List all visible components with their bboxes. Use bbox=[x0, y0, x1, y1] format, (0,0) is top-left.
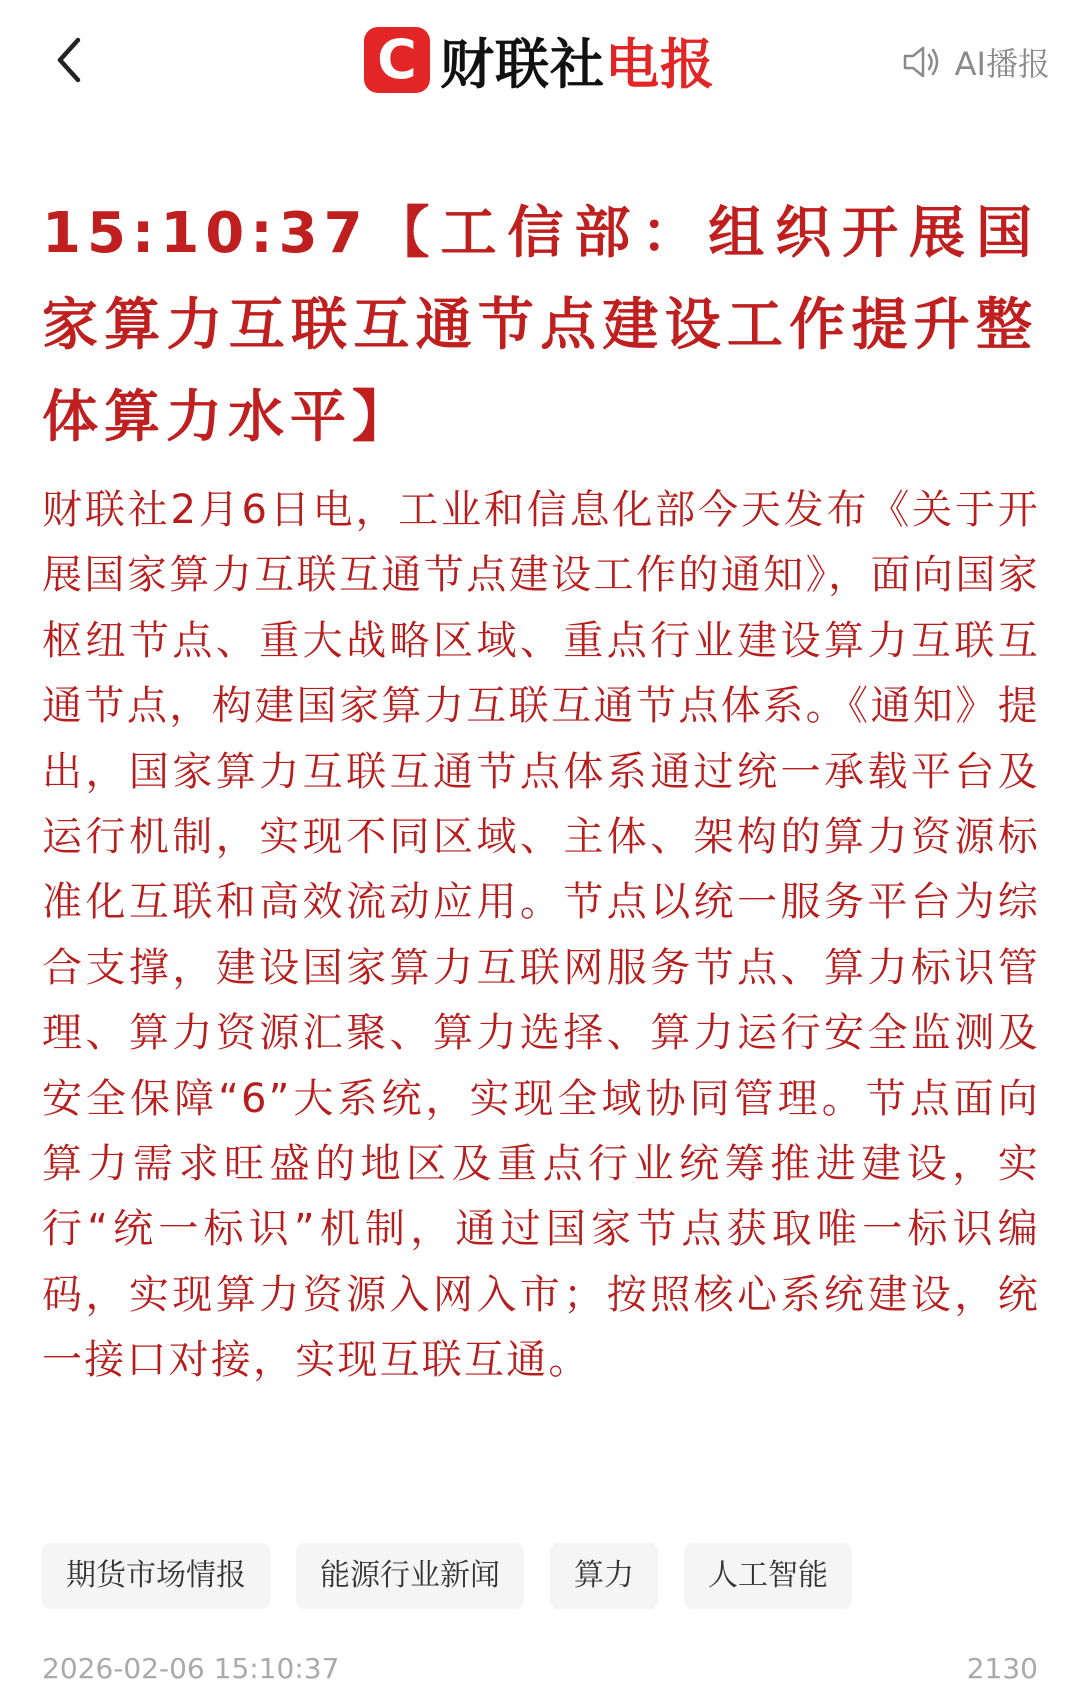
tag-futures-market-intel[interactable]: 期货市场情报 bbox=[42, 1543, 270, 1609]
article-body: 财联社2月6日电，工业和信息化部今天发布《关于开展国家算力互联互通节点建设工作的通知》，面向国家枢纽节点、重大战略区域、重点行业建设算力互联互通节点，构建国家算力互联互通节点体系。《通知》提出，国家算力互联互通节点体系通过统一承载平台及运行机制，实现不同区域、主体、架构的算力资源标准化互联和高效流动应用。节点以统一服务平台为综合支撑，建设国家算力互联网服务节点、算力标识管理、算力资源汇聚、算力选择、算力运行安全监测及安全保障“6”大系统，实现全域协同管理。节点面向算力需求旺盛的地区及重点行业统筹推进建设，实行“统一标识”机制，通过国家节点获取唯一标识编码，实现算力资源入网入市；按照核心系统建设，统一接口对接，实现互联互通。 bbox=[42, 487, 1040, 1384]
view-count: 2130 bbox=[966, 1652, 1038, 1685]
ai-broadcast-label: AI播报 bbox=[954, 45, 1050, 83]
article-meta bbox=[42, 1652, 1038, 1686]
tag-computing-power[interactable]: 算力 bbox=[550, 1543, 658, 1609]
publish-datetime: 2026-02-06 15:10:37 bbox=[42, 1652, 340, 1685]
back-button[interactable] bbox=[48, 30, 94, 90]
speaker-icon bbox=[899, 40, 943, 84]
tag-energy-industry-news[interactable]: 能源行业新闻 bbox=[296, 1543, 524, 1609]
logo-text-telegraph: 电报 bbox=[605, 32, 715, 96]
tag-list bbox=[42, 1540, 878, 1612]
article-headline: 15:10:37【工信部：组织开展国家算力互联互通节点建设工作提升整体算力水平】 bbox=[42, 201, 1038, 450]
chevron-left-icon bbox=[48, 30, 94, 90]
logo-mark: C bbox=[364, 27, 430, 93]
top-bar bbox=[0, 0, 1080, 130]
tag-artificial-intelligence[interactable]: 人工智能 bbox=[684, 1543, 852, 1609]
logo-text-brand: 财联社 bbox=[440, 32, 605, 96]
ai-broadcast-button[interactable] bbox=[899, 40, 1050, 84]
app-logo bbox=[364, 26, 715, 94]
